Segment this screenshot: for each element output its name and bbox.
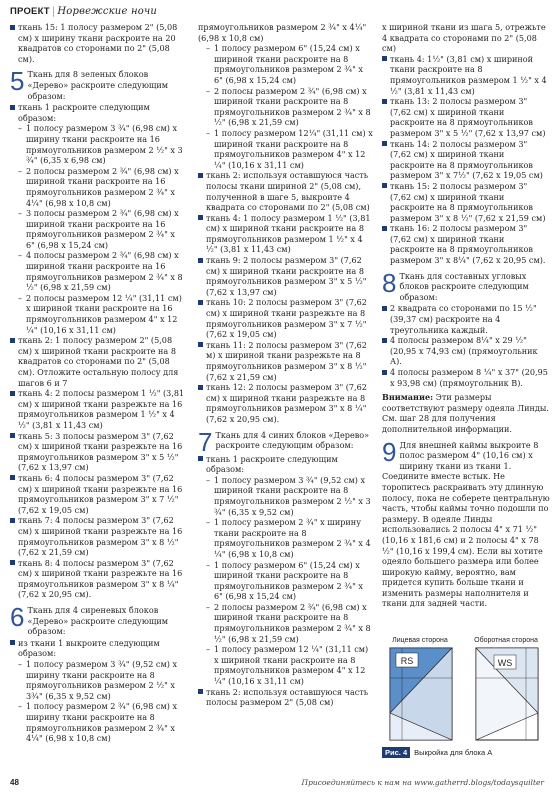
dash-item: – 1 полосу размером 2 ¾" (6,98 см) х ширину ткани раскроите на 8 прямоугольников размером 2 ¾" х 4¼" (6,98 х 10,8 см) <box>10 701 186 743</box>
back-side-label: Оборотная сторона <box>474 637 538 644</box>
dash-item: – 2 полосы размером 2 ¾" (6,98 см) х шириной ткани раскроите на 8 прямоугольников размером 2 ¾" х 8 ½" (6,98 х 21,59 см) <box>198 602 374 644</box>
bullet-item: ткань 10: 2 полосы размером 3" (7,62 см) х шириной ткани разрежьте на 8 прямоугольников размером 3" х 7 ½" (7,62 х 19,05 см) <box>198 297 374 339</box>
step-intro <box>198 426 374 457</box>
bullet-item: из ткани 1 выкроите следующим образом: <box>10 638 186 659</box>
dash-item: – 2 полосы размером 2 ¾" (6,98 см) х шириной ткани раскроите на 8 прямоугольников размером 2 ¾" х 8 ½" (6,98 х 21,59 см) <box>198 86 374 128</box>
bullet-item: ткань 2: 1 полосу размером 2" (5,08 см) х шириной ткани раскроите на 8 квадратов со сторонами по 2" (5,08 см). Отложите остальную полосу для шагов 6 и 7 <box>10 335 186 388</box>
bullet-item: ткань 13: 2 полосы размером 3" (7,62 см) х шириной ткани раскроите на 8 прямоугольников размером 3" х 5 ½" (7,62 х 13,97 см) <box>382 96 550 138</box>
bullet-item: 4 полосы размером 8¼" х 29 ½" (20,95 х 74,93 см) (прямоугольник А). <box>382 335 550 367</box>
step-number: 8 <box>382 267 397 298</box>
dash-item: – 4 полосы размером 2 ¾" (6,98 см) х шириной ткани раскроите на 16 прямоугольников размером 2 ¾" х 8 ½" (6,98 х 21,59 см) <box>10 250 186 292</box>
step-text: Ткань для составных угловых блоков раскроите следующим образом: <box>399 270 529 302</box>
bullet-item: ткань 14: 2 полосы размером 3" (7,62 см) х шириной ткани раскроите на 8 прямоугольников размером 3" х 7½" (7,62 х 19,05 см) <box>382 139 550 181</box>
page-header: ПРОЕКТ | Норвежские ночи <box>10 6 158 17</box>
rs-label: RS <box>400 656 414 666</box>
attention-text: Эти размеры соответствуют размеру одеяла Линды. См. шаг 28 для получения дополнительной информации. <box>382 392 549 434</box>
bullet-item: ткань 1 раскроите следующим образом: <box>10 102 186 123</box>
front-side-label: Лицевая сторона <box>392 637 448 644</box>
dash-item: – 1 полосу размером 3 ¾" (9,52 см) х ширину ткани раскроите на 8 прямоугольников размером 2 ½" х 3¾" (6,35 х 9,52 см) <box>10 659 186 701</box>
bullet-item: ткань 15: 2 полосы размером 3" (7,62 см) х шириной ткани раскроите на 8 прямоугольников размером 3" х 8 ½" (7,62 х 21,59 см) <box>382 181 550 223</box>
page-number: 48 <box>10 778 19 787</box>
dash-item: – 1 полосу размером 12¼" (31,11 см) х шириной ткани раскроите на 8 прямоугольников размером 4" х 12 ¼" (10,16 х 31,11 см) <box>198 128 374 170</box>
column-1 <box>10 22 186 744</box>
step-intro <box>10 602 186 637</box>
dash-item: – 2 полосы размером 2 ¾" (6,98 см) х шириной ткани раскроите на 16 прямоугольников размером 2 ¾" х 4¼" (6,98 х 10,8 см) <box>10 166 186 208</box>
dash-item: – 1 полосу размером 3 ¾" (9,52 см) х шириной ткани раскроите на 8 прямоугольников размером 2 ½" х 3 ¾" (6,35 х 9,52 см) <box>198 475 374 517</box>
bullet-item: ткань 6: 4 полосы размером 3" (7,62 см) х шириной ткани разрежьте на 16 прямоугольников размером 3" х 7 ½" (7,62 х 19,05 см) <box>10 473 186 515</box>
bullet-item: ткань 8: 4 полосы размером 3" (7,62 см) х шириной ткани разрежьте на 16 прямоугольников размером 3" х 8 ¼" (7,62 х 20,95 см). <box>10 558 186 600</box>
bullet-item: ткань 2: используя оставшуюся часть полосы размером 2" (5,08 см) <box>198 687 374 708</box>
dash-item: – 1 полосу размером 6" (15,24 см) х шириной ткани раскроите на 8 прямоугольников размером 2 ¾" х 6" (6,98 х 15,24 см) <box>198 560 374 602</box>
attention-label: Внимание: <box>382 392 434 403</box>
step-text: Для внешней каймы выкроите 8 полос размером 4" (10,16 см) х ширину ткани из ткани 1. Соедините вместе встык. Не торопитесь раскраивать эту длинную полосу, пока не соберете центральную часть, чтобы каймы точно подошли по размеру. В одеяле Линды использовались 2 полосы 4" х 71 ½" (10,16 х 181,6 см) и 2 полосы 4" х 78 ½" (10,16 х 199,4 см). Если вы хотите одеяло большего размера или более широкую кайму, вероятно, вам придется купить больше ткани и изменить размеры наполнителя и ткани для задней части. <box>382 439 550 609</box>
bullet-item: 4 полосы размером 8 ¼" х 37" (20,95 х 93,98 см) (прямоугольник В). <box>382 367 550 388</box>
dash-item: – 1 полосу размером 6" (15,24 см) х шириной ткани раскроите на 8 прямоугольников размером 2 ¾" х 6" (6,98 х 15,24 см) <box>198 43 374 85</box>
step-number: 5 <box>10 66 25 97</box>
step-intro <box>382 436 550 610</box>
step-intro <box>382 267 550 303</box>
ws-label: WS <box>497 658 513 668</box>
bullet-item: ткань 1 раскроите следующим образом: <box>198 454 374 475</box>
step-text: Ткань для 4 сиреневых блоков «Дерево» раскроите следующим образом: <box>27 605 169 637</box>
dash-item: – 2 полосы размером 12 ¼" (31,11 см) х шириной ткани раскроите на 16 прямоугольников размером 4" х 12 ¼" (10,16 х 31,11 см) <box>10 293 186 335</box>
paragraph: х шириной ткани из шага 5, отрежьте 4 квадрата со сторонами по 2" (5,08 см) <box>382 22 546 54</box>
bullet-item: ткань 4: 1 полосу размером 1 ½" (3,81 см) х шириной ткани раскроите на 8 прямоугольников размером 1 ½" х 4 ½" (3,81 х 11,43 см) <box>198 213 374 255</box>
block-a-pattern-figure <box>382 633 550 763</box>
bullet-item: ткань 4: 2 полосы размером 1 ½" (3,81 см) х шириной ткани разрежьте на 16 прямоугольников размером 1 ½" х 4 ½" (3,81 х 11,43 см) <box>10 388 186 430</box>
figure-caption <box>382 748 492 757</box>
bullet-item: ткань 12: 2 полосы размером 3" (7,62 см) х шириной ткани разрежьте на 8 прямоугольников размером 3" х 8 ¼" (7,62 х 20,95 см). <box>198 382 374 424</box>
bullet-item: ткань 9: 2 полосы размером 3" (7,62 см) х шириной ткани раскроите на 8 прямоугольников размером 3" х 5 ½" (7,62 х 13,97 см) <box>198 255 374 297</box>
dash-item: – 3 полосы размером 2 ¾" (6,98 см) х шириной ткани раскроите на 16 прямоугольников размером 2 ¾" х 6" (6,98 х 15,24 см) <box>10 208 186 250</box>
bullet-item: ткань 4: 1½" (3,81 см) х шириной ткани раскроите на 8 прямоугольников размером 1 ½" х 4 ½" (3,81 х 11,43 см) <box>382 54 550 96</box>
attention-note <box>382 392 550 434</box>
bullet-item: ткань 5: 3 полосы размером 3" (7,62 см) х шириной ткани разрежьте на 16 прямоугольников размером 3" х 5 ½" (7,62 х 13,97 см) <box>10 431 186 473</box>
paragraph: прямоугольников размером 2 ¾" х 4¼" (6,98 х 10,8 см) <box>198 22 367 43</box>
footer-credit: Присоединяйтесь к нам на www.gatherrd.blogs/todaysquilter <box>301 778 544 787</box>
figure-caption-text: Выкройка для блока А <box>414 748 493 757</box>
section-label: ПРОЕКТ <box>10 6 50 17</box>
figure-tag: Рис. 4 <box>382 747 410 758</box>
step-text: Ткань для 8 зеленых блоков «Дерево» раскроите следующим образом: <box>27 69 169 101</box>
step-number: 7 <box>198 426 213 457</box>
bullet-item: 2 квадрата со сторонами по 15 ½" (39,37 см) раскроите на 4 треугольника каждый. <box>382 303 550 335</box>
bullet-item: ткань 2: используя оставшуюся часть полосы ткани шириной 2" (5,08 см), полученной в шаге 5, выкроите 4 квадрата со сторонами по 2" (5,08 см) <box>198 170 374 212</box>
bullet-item: ткань 15: 1 полосу размером 2" (5,08 см) х ширину ткани раскроите на 20 квадратов со сторонами по 2" (5,08 см). <box>10 22 186 64</box>
bullet-item: ткань 11: 2 полосы размером 3" (7,62 м) х шириной ткани разрежьте на 8 прямоугольников размером 3" х 8 ½" (7,62 х 21,59 см) <box>198 340 374 382</box>
step-number: 6 <box>10 602 25 633</box>
step-intro <box>10 66 186 101</box>
dash-item: – 1 полосу размером 12 ¼" (31,11 см) х шириной ткани раскроите на 8 прямоугольников размером 4" х 12 ¼" (10,16 х 31,11 см) <box>198 644 374 686</box>
bullet-item: ткань 16: 2 полосы размером 3" (7,62 см) х шириной ткани раскроите на 8 прямоугольников размером 3" х 8¼" (7,62 х 20,95 см). <box>382 223 550 265</box>
dash-item: – 1 полосу размером 2 ¾" х ширину ткани раскроите на 8 прямоугольников размером 2 ¾" х 4 ¼" (6,98 х 10,8 см) <box>198 517 374 559</box>
dash-item: – 1 полосу размером 3 ¾" (6,98 см) х ширину ткани раскроите на 16 прямоугольников размером 2 ½" х 3 ¾" (6,35 х 6,98 см) <box>10 123 186 165</box>
step-text: Ткань для 4 синих блоков «Дерево» раскроите следующим образом: <box>215 429 370 451</box>
page-title: Норвежские ночи <box>57 6 158 17</box>
front-block-diagram <box>390 648 452 740</box>
column-2 <box>198 22 374 708</box>
bullet-item: ткань 7: 4 полосы размером 3" (7,62 см) х шириной ткани разрежьте на 16 прямоугольников размером 3" х 8 ½" (7,62 х 21,59 см) <box>10 515 186 557</box>
back-block-diagram <box>476 648 538 740</box>
step-number: 9 <box>382 436 397 467</box>
column-3 <box>382 22 550 610</box>
